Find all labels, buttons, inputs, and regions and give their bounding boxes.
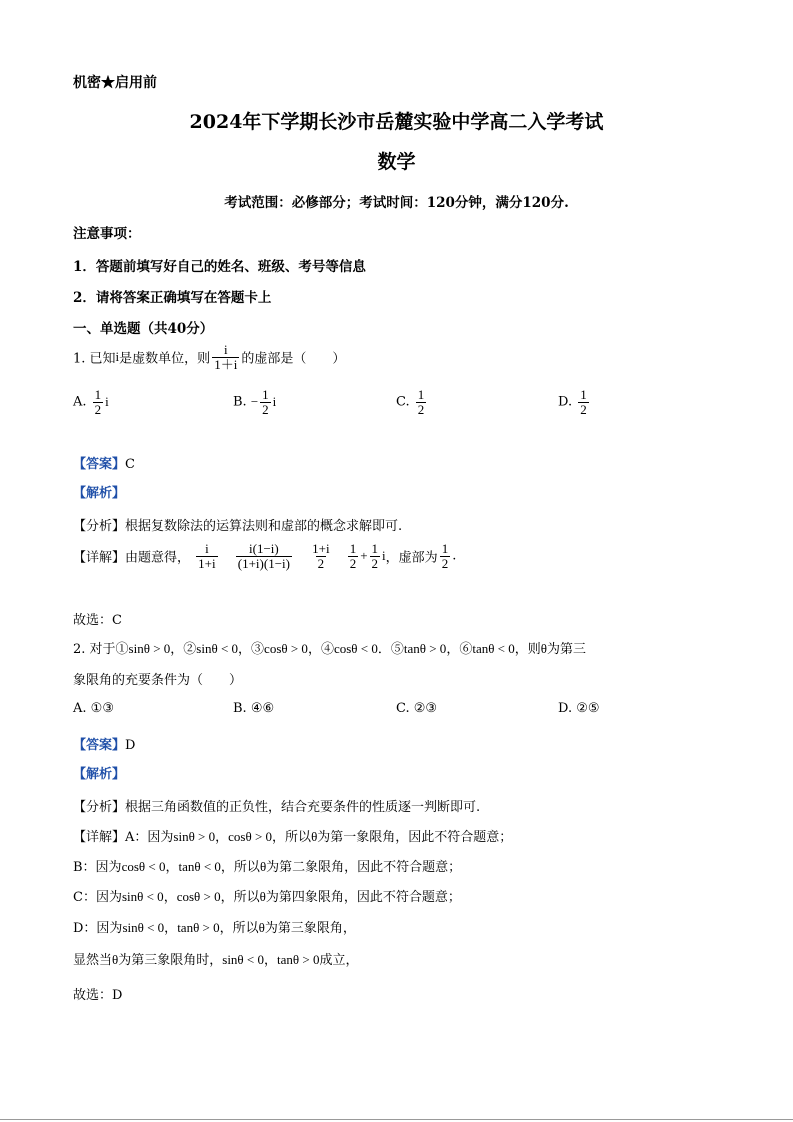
q2-line-c-m2: cosθ > 0 — [176, 889, 221, 904]
q1-detail-frac-2-num: i(1−i) — [249, 541, 279, 556]
q1-option-d-letter: D. — [558, 394, 573, 410]
q1-detail-frac-1 — [196, 542, 217, 570]
q2-stem-7: ，则 — [514, 642, 541, 657]
q1-option-b — [233, 388, 276, 416]
q1-detail-frac-3-num: 1+i — [312, 541, 330, 556]
q1-answer-label: 【答案】 — [73, 457, 126, 472]
q1-option-a-suffix: i — [105, 394, 109, 410]
q2-cond-6: tanθ < 0 — [472, 641, 515, 656]
q1-detail-frac-1-num: i — [205, 541, 209, 556]
q2-option-a-text: ①③ — [90, 701, 114, 716]
q1-detail-frac-3 — [310, 542, 331, 570]
q2-line-e-m3: tanθ > 0 — [277, 952, 320, 967]
q2-stem-8: 为第三 — [547, 642, 587, 657]
q1-option-a — [73, 388, 109, 416]
q2-line-a-m1: sinθ > 0 — [173, 829, 216, 844]
q1-detail-frac-6 — [440, 542, 451, 570]
q2-answer — [73, 734, 135, 753]
q2-line-b-m3: θ — [259, 859, 267, 874]
q1-detail-text-b: ，虚部为 — [385, 550, 438, 566]
q2-line-d-1: D：因为 — [73, 921, 123, 936]
q2-fenxi — [73, 796, 480, 815]
q2-line-e-4: 成立， — [319, 953, 359, 968]
q2-cond-2: sinθ < 0 — [196, 641, 239, 656]
q2-cond-3: cosθ > 0 — [264, 641, 308, 656]
q2-option-c-letter: C. — [396, 701, 410, 716]
q2-detail-line-c — [73, 886, 461, 905]
q1-option-d-fraction — [578, 388, 589, 416]
note-1: 1．答题前填写好自己的姓名、班级、考号等信息 — [73, 259, 366, 275]
q2-line-d-m1: sinθ < 0 — [122, 920, 165, 935]
exam-info: 考试范围：必修部分；考试时间：120分钟，满分120分. — [224, 195, 569, 211]
q2-stem-line2: 象限角的充要条件为（ ） — [73, 673, 243, 688]
q1-frac-num: i — [223, 342, 228, 357]
q2-option-d-letter: D. — [558, 701, 573, 716]
q1-answer-value: C — [125, 457, 135, 472]
q1-option-b-den: 2 — [262, 401, 269, 417]
q1-detail-plus: + — [360, 548, 368, 564]
q2-option-c — [396, 701, 437, 716]
q1-option-c-fraction — [416, 388, 427, 416]
q1-option-d-den: 2 — [580, 401, 587, 417]
q1-option-b-letter: B. — [233, 394, 247, 410]
q2-line-b-m2: tanθ < 0 — [178, 859, 221, 874]
q2-cond-4: cosθ < 0 — [333, 641, 378, 656]
q2-line-d-m2: tanθ > 0 — [177, 920, 220, 935]
q2-option-a-letter: A. — [73, 701, 87, 716]
q2-option-b-letter: B. — [233, 701, 247, 716]
q2-option-d — [558, 701, 600, 716]
q2-cond-1: sinθ > 0 — [128, 641, 171, 656]
q2-line-e-1: 显然当 — [73, 953, 113, 968]
subject-title: 数学 — [377, 151, 416, 173]
q1-option-a-fraction — [93, 388, 104, 416]
q2-option-c-text: ②③ — [413, 701, 438, 716]
q1-detail-frac-5-den: 2 — [371, 555, 379, 571]
q2-answer-value: D — [125, 738, 136, 753]
q2-detail-label: 【详解】 — [73, 830, 126, 845]
q2-line-b-m1: cosθ < 0 — [121, 859, 166, 874]
q2-choose: 故选：D — [73, 988, 123, 1003]
q1-detail-label: 【详解】 — [73, 550, 126, 566]
q1-option-c-den: 2 — [417, 401, 425, 417]
q1-option-d-num: 1 — [580, 387, 587, 402]
q1-detail-frac-5-num: 1 — [371, 541, 379, 556]
q1-option-b-prefix: − — [250, 394, 259, 410]
q2-stem-4: ，④ — [307, 642, 334, 657]
q2-line-c-3: ，所以 — [220, 890, 260, 905]
q1-detail-text-a: 由题意得， — [125, 550, 191, 566]
q1-option-a-letter: A. — [73, 394, 87, 410]
q2-line-b-3: ，所以 — [220, 860, 260, 875]
q1-detail-frac-2-den: (1+i)(1−i) — [237, 555, 290, 571]
q2-line-b-4: 为第二象限角，因此不符合题意； — [266, 860, 462, 875]
q2-cond-5: tanθ > 0 — [403, 641, 447, 656]
q1-stem-text-a: 1. 已知 — [73, 351, 116, 367]
q1-analysis-label: 【解析】 — [73, 486, 126, 501]
q1-option-c-letter: C. — [396, 394, 410, 410]
q2-stem-2: ，② — [170, 642, 197, 657]
q1-fenxi-text: 根据复数除法的运算法则和虚部的概念求解即可. — [125, 519, 403, 534]
q1-frac-den: 1＋i — [214, 356, 238, 372]
q2-option-b — [233, 701, 274, 716]
q2-line-e-3: ， — [264, 953, 278, 968]
q1-answer — [73, 453, 135, 472]
q2-stem-1: 2. 对于① — [73, 642, 129, 657]
q2-line-e-2: 为第三象限角时， — [118, 953, 223, 968]
notes-title: 注意事项： — [73, 226, 141, 242]
q1-fenxi-label: 【分析】 — [73, 519, 126, 534]
q1-option-a-num: 1 — [94, 387, 102, 402]
q2-answer-label: 【答案】 — [73, 738, 126, 753]
q2-line-b-2: ， — [165, 860, 179, 875]
q2-line-d-4: 为第三象限角， — [264, 921, 356, 936]
note-2: 2．请将答案正确填写在答题卡上 — [73, 290, 272, 306]
q2-line-c-4: 为第四象限角，因此不符合题意； — [265, 890, 461, 905]
q1-detail-frac-6-den: 2 — [441, 555, 449, 571]
q2-stem-6: ，⑥ — [446, 642, 473, 657]
section-heading: 一、单选题（共40分） — [73, 321, 214, 337]
q1-detail-frac-3-den: 2 — [317, 555, 325, 571]
q1-fenxi — [73, 515, 402, 534]
q1-detail-frac-2 — [236, 542, 292, 570]
q1-stem — [73, 343, 345, 371]
q1-choose: 故选：C — [73, 613, 122, 628]
q2-detail-line-b — [73, 856, 461, 875]
q2-line-c-2: ， — [163, 890, 177, 905]
q2-line-a-3: ，所以 — [272, 830, 312, 845]
q1-option-d — [558, 388, 591, 416]
q2-analysis-label: 【解析】 — [73, 767, 126, 782]
q2-line-e-m2: sinθ < 0 — [222, 952, 264, 967]
q1-stem-text-b: 是虚数单位，则 — [119, 351, 211, 367]
q1-option-c — [396, 388, 428, 416]
q1-option-c-num: 1 — [417, 387, 425, 402]
q2-line-c-m3: θ — [259, 889, 266, 904]
q2-detail-line-a — [73, 826, 512, 845]
q2-fenxi-text: 根据三角函数值的正负性，结合充要条件的性质逐一判断即可. — [125, 800, 481, 815]
q2-line-d-2: ， — [164, 921, 178, 936]
q1-stem-text-c: 的虚部是（ ） — [241, 351, 346, 367]
q1-option-b-num: 1 — [262, 387, 269, 402]
q2-option-a — [73, 701, 114, 716]
q1-detail-frac-4 — [348, 542, 359, 570]
q1-option-a-den: 2 — [94, 401, 102, 417]
q1-detail-i: i — [382, 548, 386, 564]
q1-detail-frac-6-num: 1 — [441, 541, 449, 556]
q2-detail-line-e — [73, 949, 358, 968]
confidential-label: 机密★启用前 — [73, 75, 157, 91]
q2-option-d-text: ②⑤ — [576, 701, 600, 716]
q2-detail-line-d — [73, 917, 356, 936]
q2-line-a-4: 为第一象限角，因此不符合题意； — [317, 830, 513, 845]
q2-fenxi-label: 【分析】 — [73, 800, 126, 815]
q1-option-b-fraction — [260, 388, 271, 416]
q2-line-d-m3: θ — [258, 920, 265, 935]
q2-option-b-text: ④⑥ — [250, 701, 275, 716]
q2-line-a-m3: θ — [311, 829, 318, 844]
q1-detail-frac-4-den: 2 — [349, 555, 357, 571]
q1-detail — [73, 542, 456, 570]
q2-line-a-1: A：因为 — [125, 830, 174, 845]
exam-title: 2024年下学期长沙市岳麓实验中学高二入学考试 — [189, 111, 604, 133]
q1-detail-frac-5 — [370, 542, 381, 570]
q1-detail-text-c: . — [452, 548, 457, 564]
q2-theta: θ — [540, 641, 548, 656]
q2-line-d-3: ，所以 — [219, 921, 259, 936]
q1-detail-frac-1-den: 1+i — [198, 555, 216, 571]
q2-line-a-m2: cosθ > 0 — [228, 829, 273, 844]
q1-i-symbol: i — [115, 349, 120, 365]
q2-line-c-m1: sinθ < 0 — [121, 889, 164, 904]
q1-option-b-suffix: i — [272, 394, 277, 410]
q2-line-a-2: ， — [215, 830, 229, 845]
q2-stem-3: ，③ — [238, 642, 265, 657]
q2-line-e-m1: θ — [112, 952, 119, 967]
q2-stem-line1 — [73, 638, 586, 657]
q2-line-b-1: B：因为 — [73, 860, 122, 875]
q2-line-c-1: C：因为 — [73, 890, 122, 905]
q1-detail-frac-4-num: 1 — [349, 541, 357, 556]
page-bottom-divider — [0, 1119, 793, 1120]
q1-fraction — [212, 343, 239, 371]
q2-stem-5: ．⑤ — [377, 642, 404, 657]
